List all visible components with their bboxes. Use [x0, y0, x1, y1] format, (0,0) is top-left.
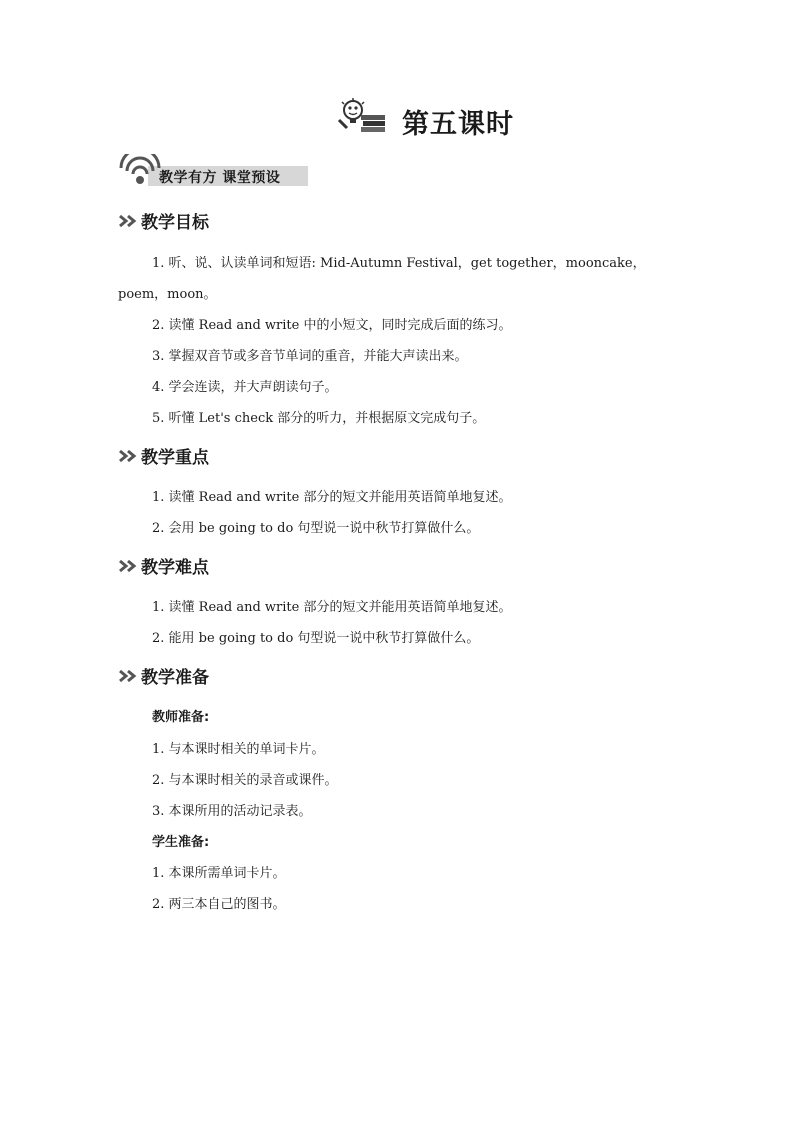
- objective-item: poem，moon。: [118, 287, 217, 302]
- key-point-item: 2. 会用 be going to do 句型说一说中秋节打算做什么。: [152, 521, 480, 536]
- teacher-prep-item: 2. 与本课时相关的录音或课件。: [152, 773, 338, 788]
- objective-item: 5. 听懂 Let's check 部分的听力，并根据原文完成句子。: [152, 411, 486, 426]
- teacher-prep-label: 教师准备:: [152, 710, 210, 725]
- difficulty-item: 1. 读懂 Read and write 部分的短文并能用英语简单地复述。: [152, 600, 512, 615]
- banner-label: 教学有方 课堂预设: [159, 170, 281, 186]
- student-prep-item: 1. 本课所需单词卡片。: [152, 866, 286, 881]
- key-points-heading: 教学重点: [118, 443, 209, 468]
- objective-item: 2. 读懂 Read and write 中的小短文，同时完成后面的练习。: [152, 318, 512, 333]
- student-prep-label: 学生准备:: [152, 835, 210, 850]
- objective-item: 1. 听、说、认读单词和短语: Mid-Autumn Festival，get together，mooncake，: [152, 256, 646, 271]
- objective-item: 3. 掌握双音节或多音节单词的重音，并能大声读出来。: [152, 349, 468, 364]
- section-banner: [118, 154, 310, 190]
- preparation-heading: 教学准备: [118, 663, 209, 688]
- signal-waves-icon: [118, 154, 162, 190]
- difficulty-item: 2. 能用 be going to do 句型说一说中秋节打算做什么。: [152, 631, 480, 646]
- teacher-prep-item: 3. 本课所用的活动记录表。: [152, 804, 312, 819]
- double-chevron-icon: [118, 669, 140, 683]
- key-point-item: 1. 读懂 Read and write 部分的短文并能用英语简单地复述。: [152, 490, 512, 505]
- double-chevron-icon: [118, 449, 140, 463]
- lightbulb-books-icon: [333, 98, 389, 134]
- objectives-heading: 教学目标: [118, 208, 209, 233]
- student-prep-item: 2. 两三本自己的图书。: [152, 897, 286, 912]
- double-chevron-icon: [118, 214, 140, 228]
- lesson-title: 第五课时: [402, 109, 514, 140]
- objective-item: 4. 学会连读，并大声朗读句子。: [152, 380, 338, 395]
- title-row: [0, 98, 794, 142]
- double-chevron-icon: [118, 559, 140, 573]
- difficulties-heading: 教学难点: [118, 553, 209, 578]
- teacher-prep-item: 1. 与本课时相关的单词卡片。: [152, 742, 325, 757]
